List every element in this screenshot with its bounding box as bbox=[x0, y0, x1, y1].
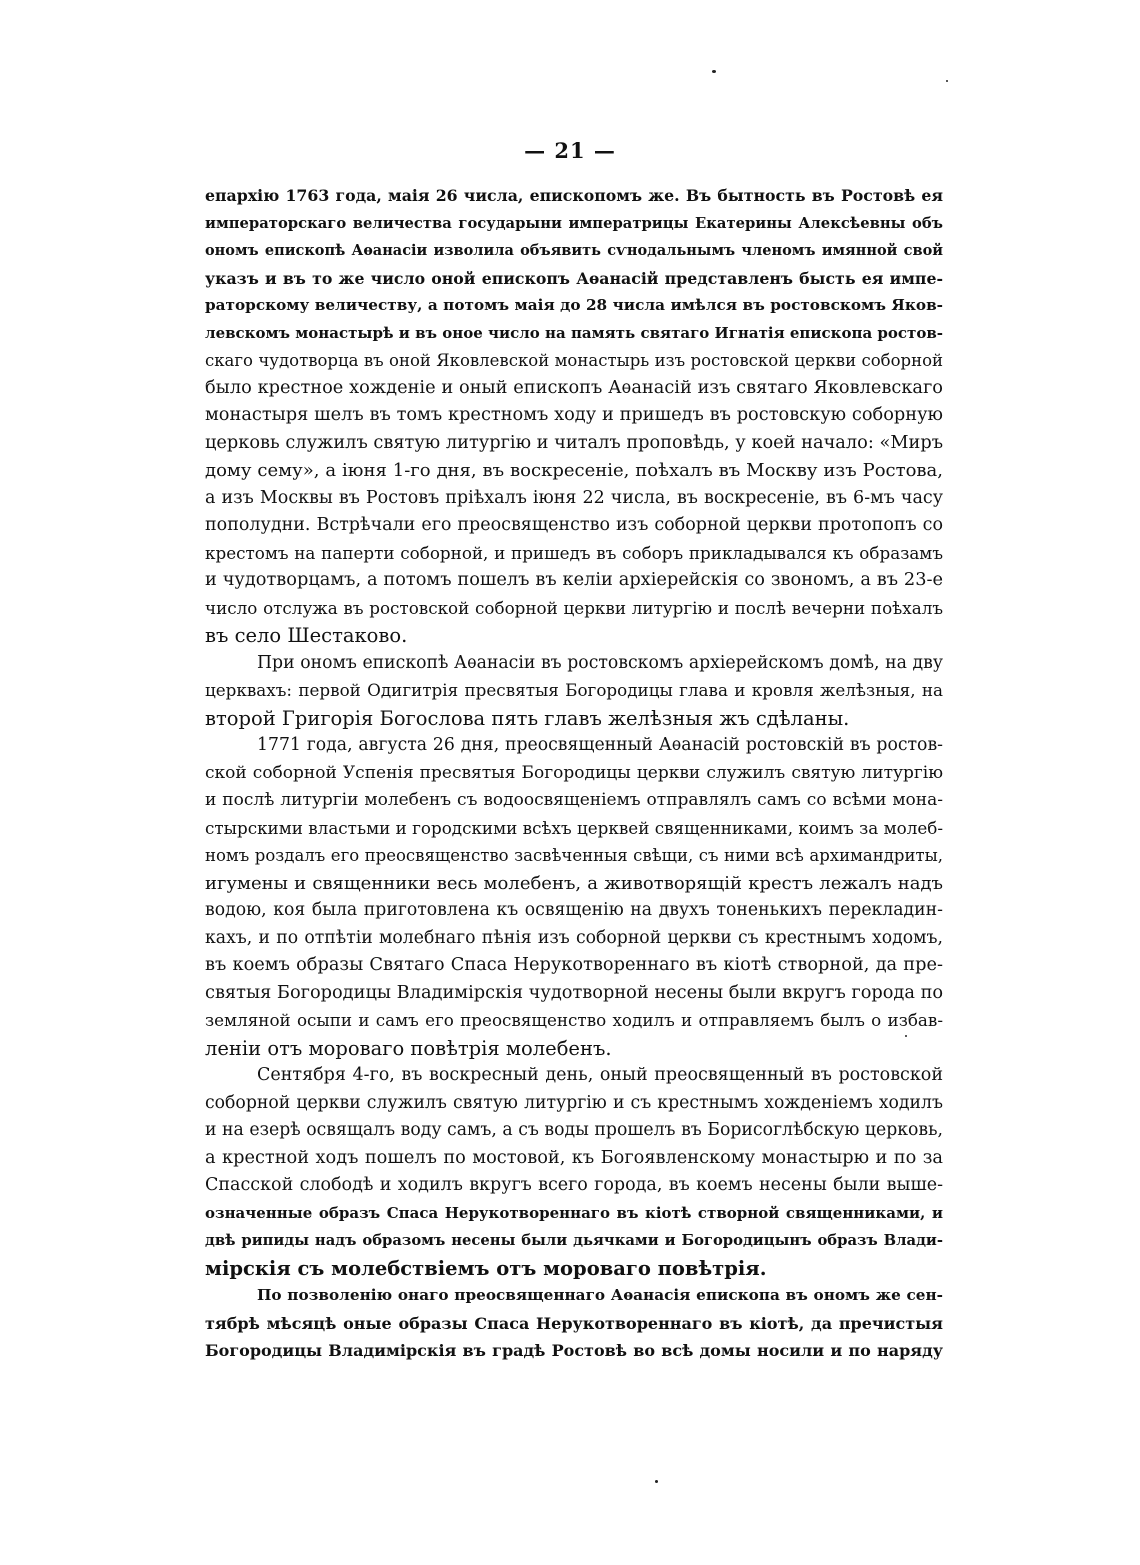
text-line: стырскими властьми и городскими всѣхъ церквей священниками, коимъ за молеб- bbox=[205, 817, 943, 838]
page-number: — 21 — bbox=[524, 138, 616, 163]
text-line: въ село Шестаково. bbox=[205, 624, 408, 647]
print-speck bbox=[946, 80, 948, 82]
text-line: было крестное хожденіе и оный епископъ Аѳанасій изъ святаго Яковлевскаго bbox=[205, 377, 943, 398]
text-line: игумены и священники весь молебенъ, а животворящій крестъ лежалъ надъ bbox=[205, 872, 943, 894]
text-line: 1771 года, августа 26 дня, преосвященный Аѳанасій ростовскій въ ростов- bbox=[257, 735, 943, 755]
text-line: и на езерѣ освящалъ воду самъ, а съ воды прошелъ въ Борисоглѣбскую церковь, bbox=[205, 1120, 943, 1140]
text-line: число отслужа въ ростовской соборной церкви литургію и послѣ вечерни поѣхалъ bbox=[205, 597, 943, 618]
text-line: земляной осыпи и самъ его преосвященство ходилъ и отправляемъ былъ о избав- bbox=[205, 1010, 943, 1030]
text-line: номъ роздалъ его преосвященство засвѣченныя свѣщи, съ ними всѣ архимандриты, bbox=[205, 846, 943, 865]
text-line: пополудни. Встрѣчали его преосвященство изъ соборной церкви протопопъ со bbox=[205, 515, 943, 535]
text-line: мірскія съ молебствіемъ отъ мороваго повѣтрія. bbox=[205, 1256, 767, 1280]
text-line: монастыря шелъ въ томъ крестномъ ходу и пришедъ въ ростовскую соборную bbox=[205, 405, 943, 425]
print-speck bbox=[905, 1035, 907, 1037]
text-line: въ коемъ образы Святаго Спаса Нерукотвореннаго въ кіотѣ створной, да пре- bbox=[205, 955, 943, 975]
text-line: Богородицы Владимірскія въ градѣ Ростовѣ во всѣ домы носили и по наряду bbox=[205, 1341, 943, 1360]
text-line: соборной церкви служилъ святую литургію и съ крестнымъ хожденіемъ ходилъ bbox=[205, 1092, 943, 1113]
text-line: При ономъ епископѣ Аѳанасіи въ ростовскомъ архіерейскомъ домѣ, на дву bbox=[257, 652, 943, 673]
text-line: означенные образъ Спаса Нерукотвореннаго въ кіотѣ створной священниками, и bbox=[205, 1203, 943, 1222]
print-speck bbox=[655, 1480, 658, 1483]
text-line: крестомъ на паперти соборной, и пришедъ въ соборъ прикладывался къ образамъ bbox=[205, 542, 943, 563]
text-line: второй Григорія Богослова пять главъ желѣзныя жъ сдѣланы. bbox=[205, 706, 850, 730]
text-line: скаго чудотворца въ оной Яковлевской монастырь изъ ростовской церкви соборной bbox=[205, 351, 943, 370]
text-line: Спасской слободѣ и ходилъ вкругъ всего города, въ коемъ несены были выше- bbox=[205, 1175, 943, 1195]
text-line: епархію 1763 года, маія 26 числа, епископомъ же. Въ бытность въ Ростовѣ ея bbox=[205, 186, 943, 205]
text-line: святыя Богородицы Владимірскія чудотворной несены были вкругъ города по bbox=[205, 982, 944, 1003]
text-line: и чудотворцамъ, а потомъ пошелъ въ келіи архіерейскія со звономъ, а въ 23-е bbox=[205, 570, 943, 590]
text-line: По позволенію онаго преосвященнаго Аѳанасія епископа въ ономъ же сен- bbox=[257, 1286, 943, 1304]
text-line: церковь служилъ святую литургію и читалъ проповѣдь, у коей начало: «Миръ bbox=[205, 432, 943, 453]
text-line: императорскаго величества государыни императрицы Екатерины Алексѣевны объ bbox=[205, 214, 943, 232]
text-line: водою, коя была приготовлена къ освященію на двухъ тоненькихъ перекладин- bbox=[205, 900, 943, 920]
text-line: а крестной ходъ пошелъ по мостовой, къ Богоявленскому монастырю и по за bbox=[205, 1147, 943, 1168]
text-line: указъ и въ то же число оной епископъ Аѳанасій представленъ бысть ея импе- bbox=[205, 268, 943, 288]
text-line: ономъ епископѣ Аѳанасіи изволила объявить сѵнодальнымъ членомъ имянной свой bbox=[205, 242, 943, 259]
text-line: а изъ Москвы въ Ростовъ пріѣхалъ іюня 22 числа, въ воскресеніе, въ 6-мъ часу bbox=[205, 487, 943, 508]
text-line: раторскому величеству, а потомъ маія до 28 числа имѣлся въ ростовскомъ Яков- bbox=[205, 296, 943, 314]
text-line: кахъ, и по отпѣтіи молебнаго пѣнія изъ соборной церкви съ крестнымъ ходомъ, bbox=[205, 927, 943, 948]
print-speck bbox=[712, 70, 716, 73]
text-line: Сентября 4-го, въ воскресный день, оный преосвященный въ ростовской bbox=[257, 1065, 943, 1085]
text-line: двѣ рипиды надъ образомъ несены были дьячками и Богородицынъ образъ Влади- bbox=[205, 1232, 943, 1249]
text-line: ской соборной Успенія пресвятыя Богородицы церкви служилъ святую литургію bbox=[205, 762, 943, 783]
text-line: и послѣ литургіи молебенъ съ водоосвященіемъ отправлялъ самъ со всѣми мона- bbox=[205, 790, 943, 810]
text-line: дому сему», а іюня 1-го дня, въ воскресеніе, поѣхалъ въ Москву изъ Ростова, bbox=[205, 460, 943, 481]
text-line: тябрѣ мѣсяцѣ оные образы Спаса Нерукотвореннаго въ кіотѣ, да пречистыя bbox=[205, 1313, 943, 1333]
text-line: леніи отъ мороваго повѣтрія молебенъ. bbox=[205, 1036, 612, 1060]
text-line: церквахъ: первой Одигитрія пресвятыя Богородицы глава и кровля желѣзныя, на bbox=[205, 680, 943, 700]
body-text bbox=[205, 182, 943, 1365]
text-line: левскомъ монастырѣ и въ оное число на память святаго Игнатія епископа ростов- bbox=[205, 323, 943, 342]
